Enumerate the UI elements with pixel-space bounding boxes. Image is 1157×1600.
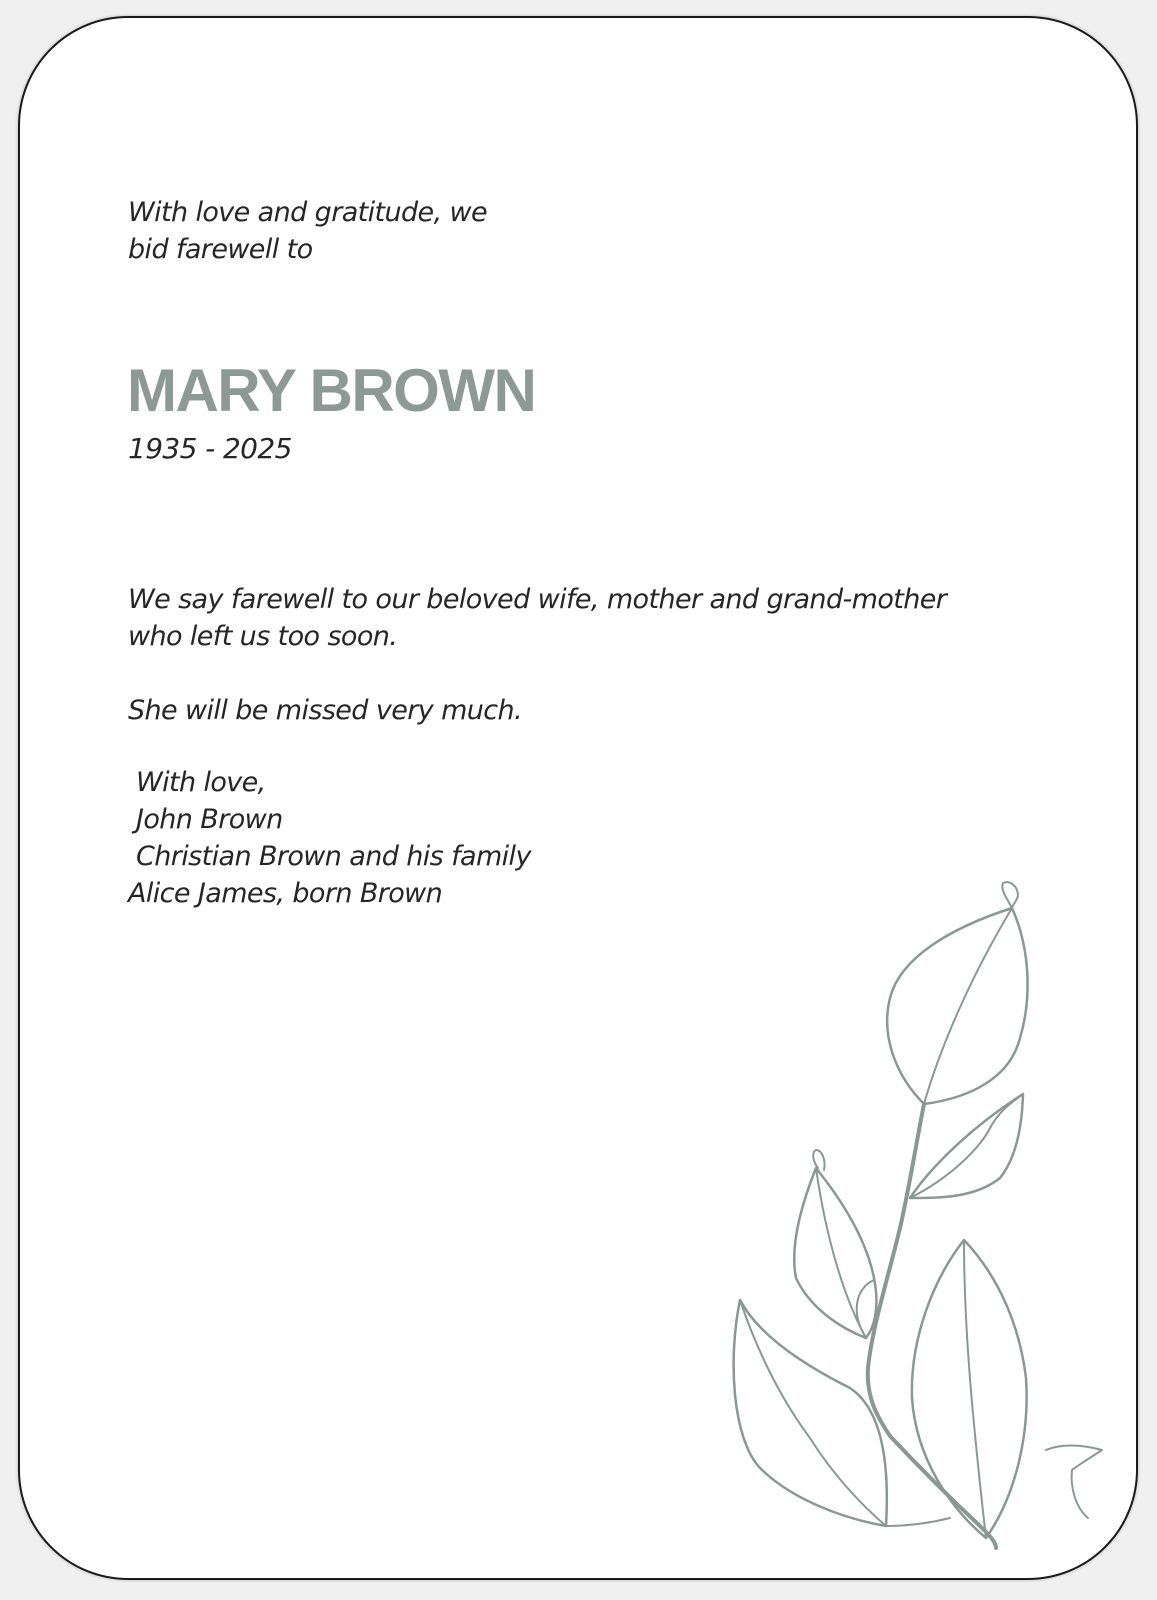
signoff-block bbox=[128, 764, 531, 912]
signoff-line: Christian Brown and his family bbox=[128, 841, 531, 872]
life-dates: 1935 - 2025 bbox=[128, 432, 292, 465]
intro-line: bid farewell to bbox=[128, 234, 313, 265]
intro-line: With love and gratitude, we bbox=[128, 197, 488, 228]
intro-text bbox=[128, 194, 487, 268]
missed-message: She will be missed very much. bbox=[128, 695, 523, 726]
signoff-line: With love, bbox=[128, 767, 266, 798]
memorial-card bbox=[18, 16, 1138, 1580]
farewell-message bbox=[128, 581, 946, 655]
signoff-line: John Brown bbox=[128, 804, 283, 835]
signoff-line: Alice James, born Brown bbox=[128, 878, 443, 909]
message-line: We say farewell to our beloved wife, mother and grand-mother bbox=[128, 584, 947, 615]
message-line: who left us too soon. bbox=[128, 621, 398, 652]
deceased-name: MARY BROWN bbox=[127, 357, 536, 424]
